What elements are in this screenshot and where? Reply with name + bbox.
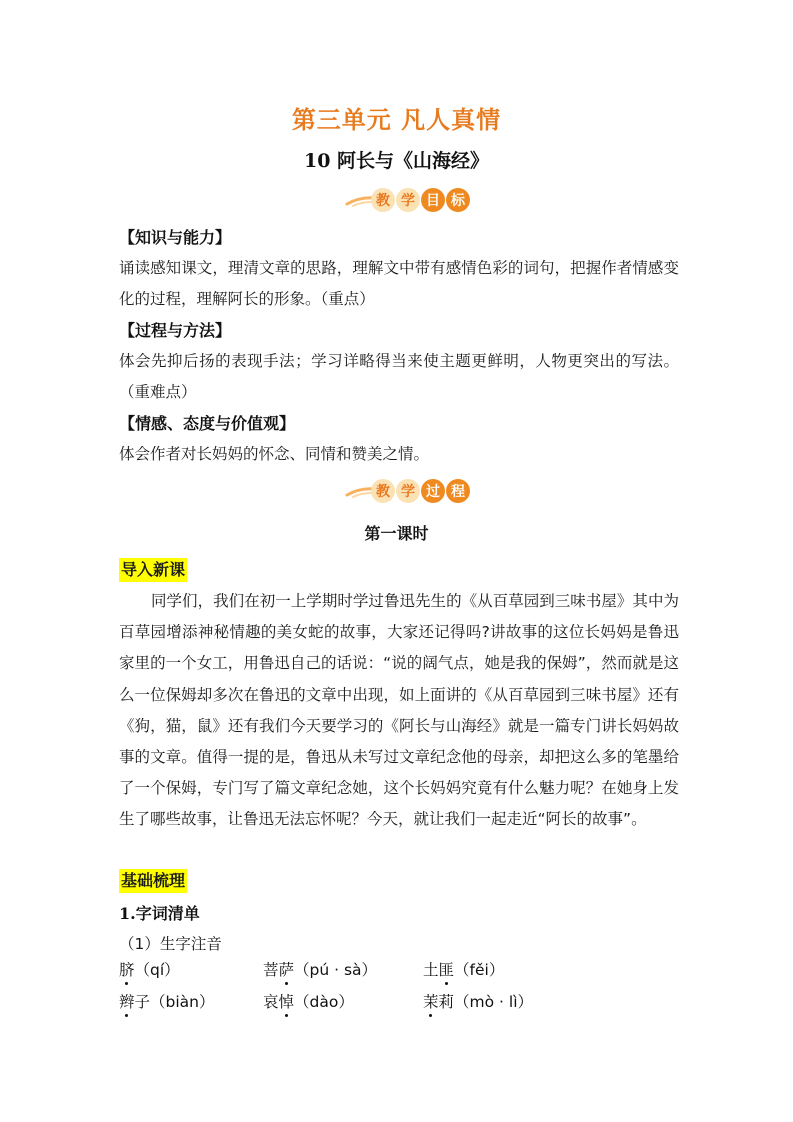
vocab-item: 土匪（fěi） [423, 958, 504, 980]
badge-char: 教 [371, 479, 395, 503]
badge-char: 学 [396, 188, 420, 212]
intro-label: 导入新课 [119, 558, 187, 582]
vocab-item: 哀悼（dào） [263, 990, 354, 1012]
knowledge-text: 诵读感知课文，理清文章的思路，理解文中带有感情色彩的词句，把握作者情感变化的过程，理解阿长的形象。（重点） [119, 259, 679, 308]
badge-char: 过 [421, 479, 445, 503]
emphasis-char: 脐 [119, 958, 135, 980]
emphasis-char: 辫 [119, 990, 135, 1012]
method-heading: 【过程与方法】 [119, 321, 232, 340]
lesson-title: 10 阿长与《山海经》 [303, 150, 490, 172]
teaching-process-badge [0, 476, 793, 506]
basics-label-wrap [119, 866, 679, 897]
emotion-text: 体会作者对长妈妈的怀念、同情和赞美之情。 [119, 445, 430, 463]
vocab-subsubheading: （1）生字注音 [119, 935, 222, 953]
badge-char: 标 [446, 188, 470, 212]
vocab-subheading: 1.字词清单 [119, 904, 200, 923]
emphasis-char: 茉 [423, 990, 439, 1012]
vocab-item [119, 958, 180, 980]
intro-text: 同学们，我们在初一上学期时学过鲁迅先生的《从百草园到三味书屋》其中为百草园增添神秘情趣的美女蛇的故事，大家还记得吗?讲故事的这位长妈妈是鲁迅家里的一个女工，用鲁迅自己的话说：“说的阔气点，她是我的保姆”，然而就是这么一位保姆却多次在鲁迅的文章中出现，如上面讲的《从百草园到三味书屋》还有《狗，猫，鼠》还有我们今天要学习的《阿长与山海经》就是一篇专门讲长妈妈故事的文章。值得一提的是，鲁迅从未写过文章纪念他的母亲，却把这么多的笔墨给了一个保姆，专门写了篇文章纪念她，这个长妈妈究竟有什么魅力呢？在她身上发生了哪些故事，让鲁迅无法忘怀呢？今天，就让我们一起走近“阿长的故事”。 [119, 592, 679, 829]
badge-char: 学 [396, 479, 420, 503]
vocab-item: 茉莉（mò · lì） [423, 990, 533, 1012]
emphasis-char: 悼 [279, 990, 295, 1012]
knowledge-heading: 【知识与能力】 [119, 228, 232, 247]
pinyin: （qí） [134, 961, 180, 979]
teaching-goals-badge [0, 185, 793, 215]
emphasis-char: 萨 [279, 958, 295, 980]
method-text: 体会先抑后扬的表现手法；学习详略得当来使主题更鲜明，人物更突出的写法。（重难点） [119, 352, 679, 401]
basics-label: 基础梳理 [119, 869, 187, 893]
badge-char: 教 [371, 188, 395, 212]
badge-char: 目 [421, 188, 445, 212]
emphasis-char: 匪 [439, 958, 455, 980]
vocab-item: 菩萨（pú · sà） [263, 958, 377, 980]
period-title: 第一课时 [364, 524, 429, 543]
pinyin: （mò · lì） [454, 993, 534, 1011]
pinyin: （pú · sà） [294, 961, 378, 979]
pinyin: （fěi） [454, 961, 505, 979]
emotion-heading: 【情感、态度与价值观】 [119, 414, 296, 433]
pinyin: （dào） [294, 993, 354, 1011]
badge-char: 程 [446, 479, 470, 503]
vocab-item: 辫子（biàn） [119, 990, 215, 1012]
unit-title: 第三单元 凡人真情 [291, 105, 502, 134]
intro-label-wrap [119, 555, 679, 586]
pinyin: （biàn） [150, 993, 215, 1011]
